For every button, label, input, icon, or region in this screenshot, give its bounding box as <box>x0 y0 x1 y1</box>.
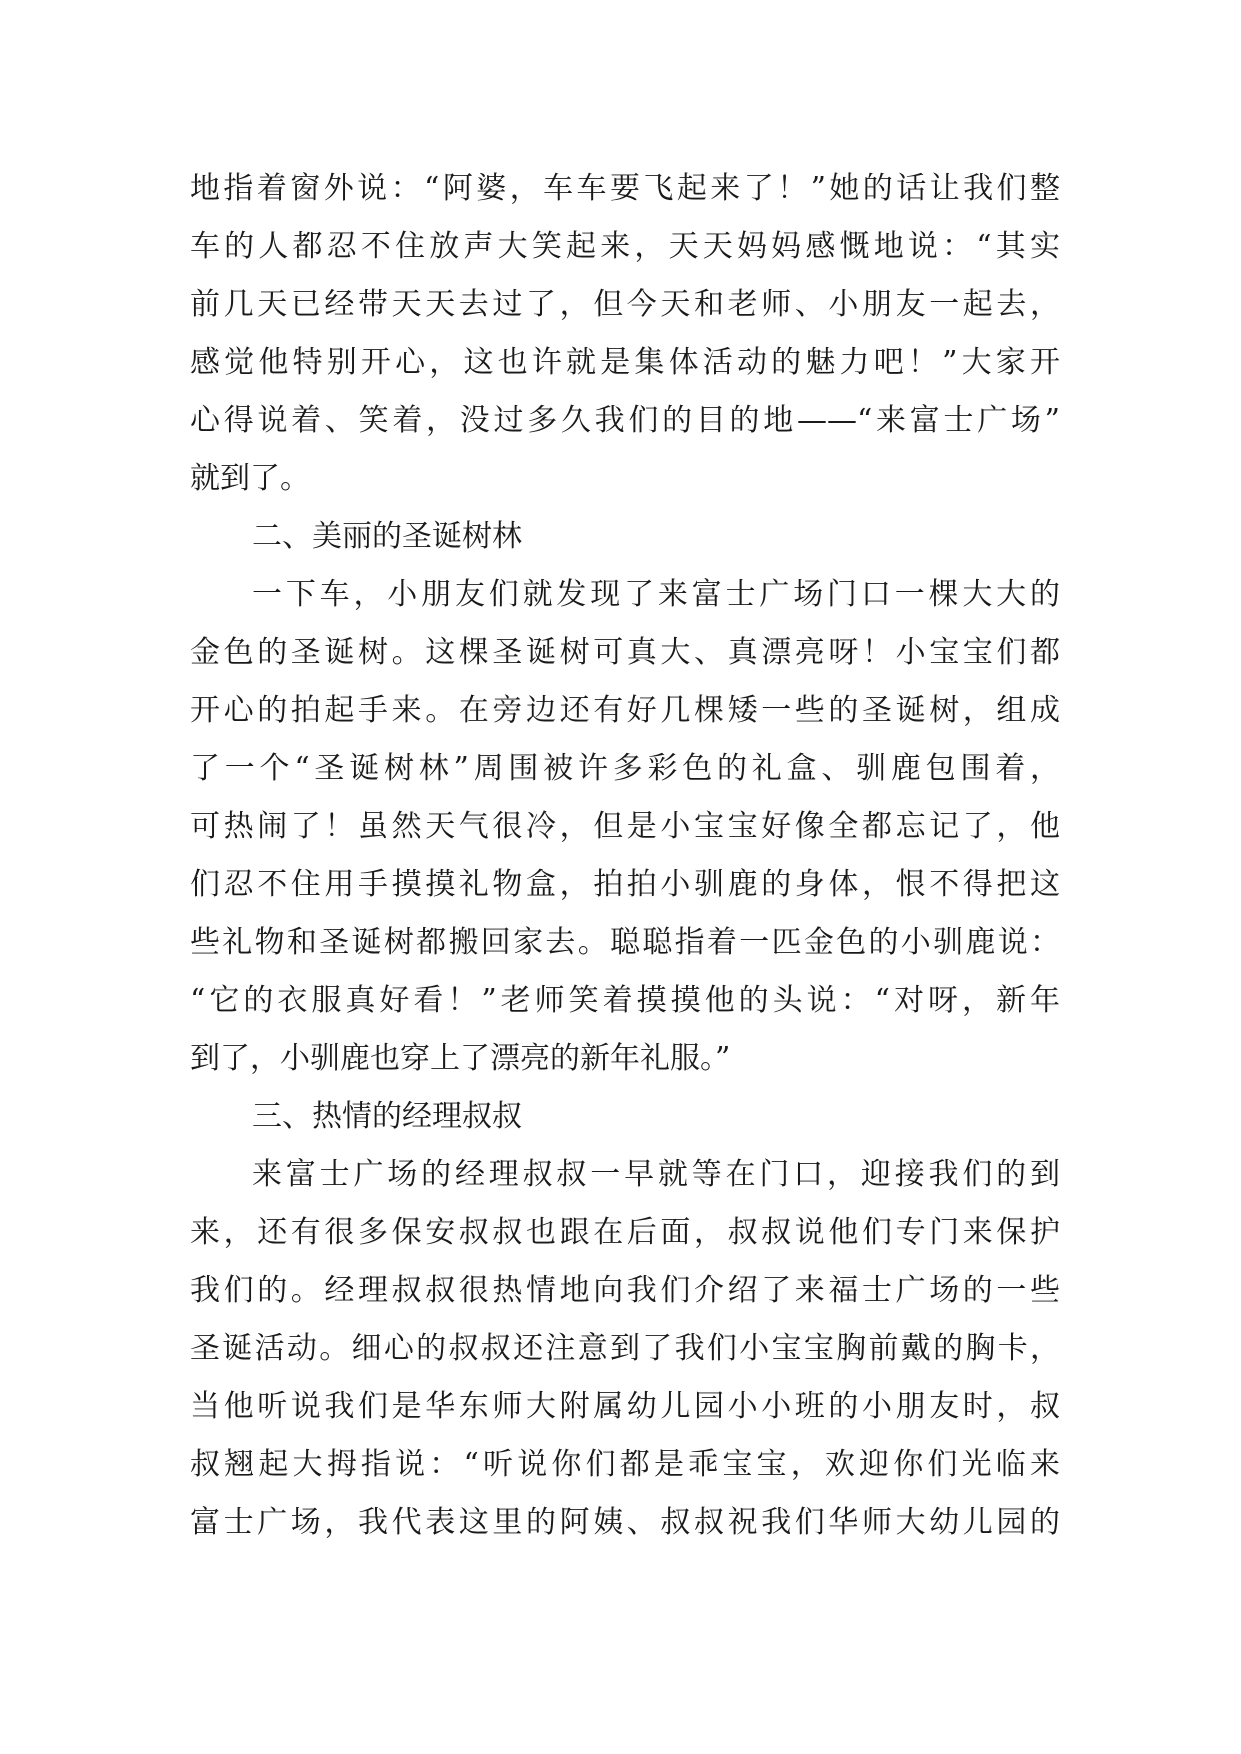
text-line: 前几天已经带天天去过了，但今天和老师、小朋友一起去， <box>190 287 1060 322</box>
text-line: 到了，小驯鹿也穿上了漂亮的新年礼服。” <box>190 1041 731 1076</box>
text-line: 当他听说我们是华东师大附属幼儿园小小班的小朋友时，叔 <box>190 1389 1060 1424</box>
text-line: 感觉他特别开心，这也许就是集体活动的魅力吧！”大家开 <box>190 345 1060 380</box>
text-line: 来，还有很多保安叔叔也跟在后面，叔叔说他们专门来保护 <box>190 1215 1060 1250</box>
text-line: 就到了。 <box>190 461 310 496</box>
text-line: 叔翘起大拇指说：“听说你们都是乖宝宝，欢迎你们光临来 <box>190 1447 1060 1482</box>
section-heading: 二、美丽的圣诞树林 <box>252 519 522 554</box>
text-line: 开心的拍起手来。在旁边还有好几棵矮一些的圣诞树，组成 <box>190 693 1060 728</box>
text-line: “它的衣服真好看！”老师笑着摸摸他的头说：“对呀，新年 <box>190 983 1060 1018</box>
text-line: 富士广场，我代表这里的阿姨、叔叔祝我们华师大幼儿园的 <box>190 1505 1060 1540</box>
text-line: 了一个“圣诞树林”周围被许多彩色的礼盒、驯鹿包围着， <box>190 751 1060 786</box>
text-line: 可热闹了！虽然天气很冷，但是小宝宝好像全都忘记了，他 <box>190 809 1060 844</box>
body-text <box>190 160 1060 1552</box>
text-line: 车的人都忍不住放声大笑起来，天天妈妈感慨地说：“其实 <box>190 229 1060 264</box>
text-line: 来富士广场的经理叔叔一早就等在门口，迎接我们的到 <box>252 1157 1060 1192</box>
text-line: 我们的。经理叔叔很热情地向我们介绍了来福士广场的一些 <box>190 1273 1060 1308</box>
text-line: 金色的圣诞树。这棵圣诞树可真大、真漂亮呀！小宝宝们都 <box>190 635 1060 670</box>
text-line: 们忍不住用手摸摸礼物盒，拍拍小驯鹿的身体，恨不得把这 <box>190 867 1060 902</box>
section-heading: 三、热情的经理叔叔 <box>252 1099 522 1134</box>
text-line: 心得说着、笑着，没过多久我们的目的地——“来富士广场” <box>190 403 1060 438</box>
text-line: 一下车，小朋友们就发现了来富士广场门口一棵大大的 <box>252 577 1060 612</box>
text-line: 圣诞活动。细心的叔叔还注意到了我们小宝宝胸前戴的胸卡， <box>190 1331 1060 1366</box>
text-line: 地指着窗外说：“阿婆，车车要飞起来了！”她的话让我们整 <box>190 171 1060 206</box>
text-line: 些礼物和圣诞树都搬回家去。聪聪指着一匹金色的小驯鹿说： <box>190 925 1060 960</box>
